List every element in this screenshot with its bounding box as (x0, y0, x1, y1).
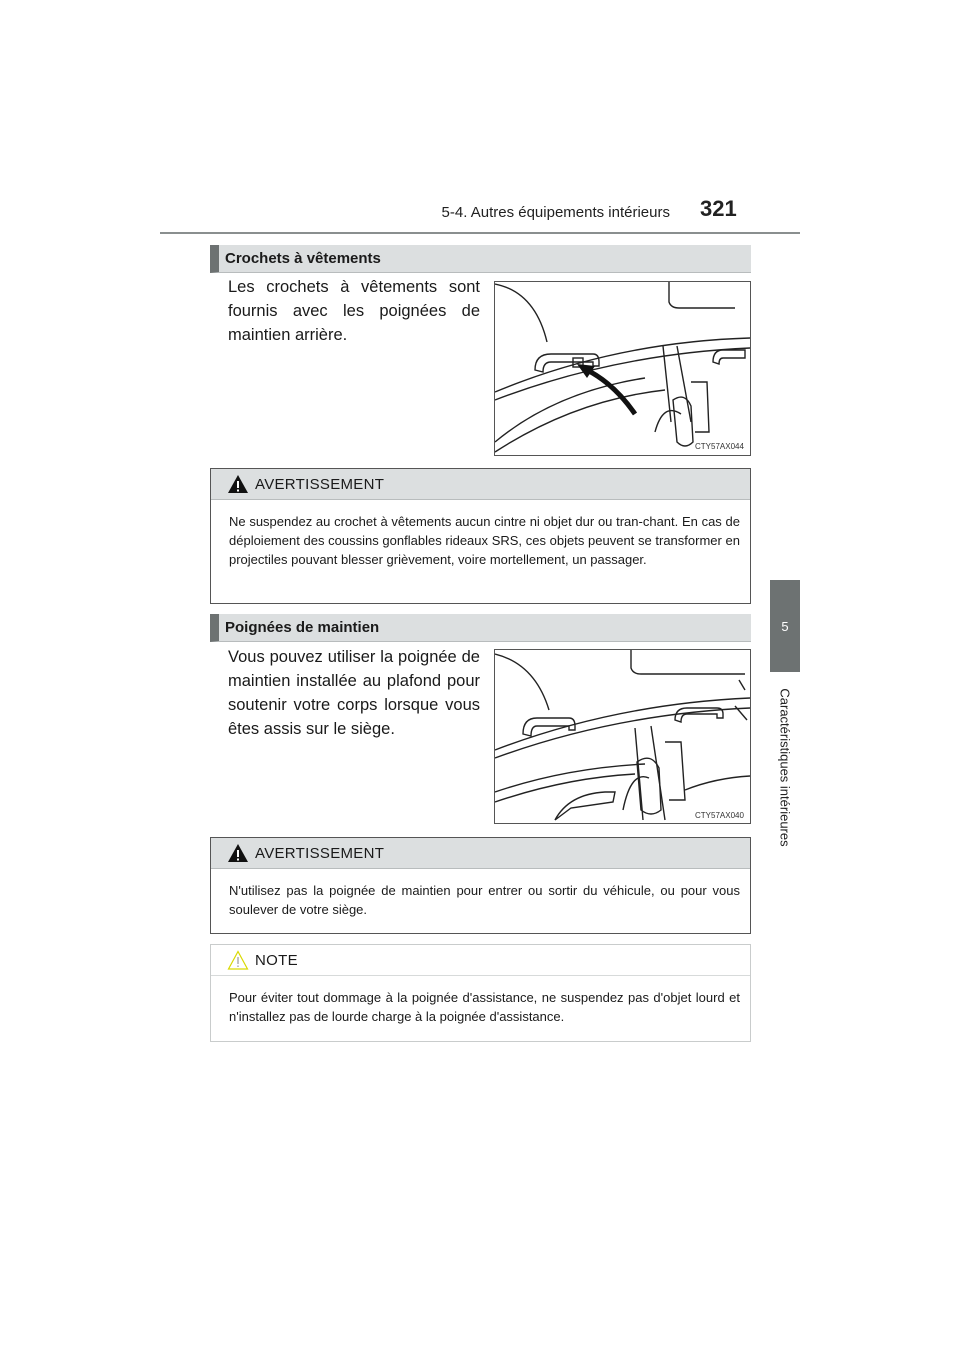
figure-code: CTY57AX044 (695, 442, 744, 451)
header-section-title: 5-4. Autres équipements intérieurs (441, 204, 670, 221)
page-number: 321 (700, 196, 737, 221)
warning-header (211, 838, 750, 869)
section-header-coat-hooks (210, 245, 751, 273)
note-header (211, 945, 750, 976)
chapter-tab-number (770, 580, 800, 672)
chapter-tab-label (770, 680, 800, 855)
warning-icon (227, 843, 249, 863)
figure-code: CTY57AX040 (695, 811, 744, 820)
warning-box-coat-hooks (210, 468, 751, 604)
warning-text: N'utilisez pas la poignée de maintien pour entrer ou sortir du véhicule, ou pour vous soulever de votre siège. (229, 883, 740, 917)
warning-icon (227, 474, 249, 494)
section-title: Crochets à vêtements (225, 250, 381, 267)
warning-label: AVERTISSEMENT (255, 476, 385, 493)
chapter-number: 5 (781, 618, 789, 634)
header-rule (160, 232, 800, 234)
note-text: Pour éviter tout dommage à la poignée d'assistance, ne suspendez pas d'objet lourd et n'installez pas de lourde charge à la poignée d'assistance. (229, 990, 740, 1024)
warning-text: Ne suspendez au crochet à vêtements aucun cintre ni objet dur ou tran-chant. En cas de déploiement des coussins gonflables rideaux SRS, ces objets peuvent se transformer en projectiles pouvant blesser grièvement, voire mortellement, un passager. (229, 514, 740, 567)
grab-handles-paragraph: Vous pouvez utiliser la poignée de maintien installée au plafond pour soutenir votre corps lorsque vous êtes assis sur le siège. (228, 648, 480, 738)
warning-box-grab-handles (210, 837, 751, 934)
figure-coat-hook (494, 281, 751, 456)
section-title: Poignées de maintien (225, 619, 380, 636)
note-box (210, 944, 751, 1042)
chapter-label: Caractéristiques intérieures (777, 688, 793, 847)
note-label: NOTE (255, 952, 298, 969)
caution-outline-icon (227, 950, 249, 970)
coat-hook-illustration (495, 282, 750, 455)
coat-hooks-paragraph: Les crochets à vêtements sont fournis avec les poignées de maintien arrière. (228, 278, 480, 344)
warning-header (211, 469, 750, 500)
figure-grab-handle (494, 649, 751, 824)
section-header-grab-handles (210, 614, 751, 642)
warning-label: AVERTISSEMENT (255, 845, 385, 862)
grab-handle-illustration (495, 650, 750, 823)
